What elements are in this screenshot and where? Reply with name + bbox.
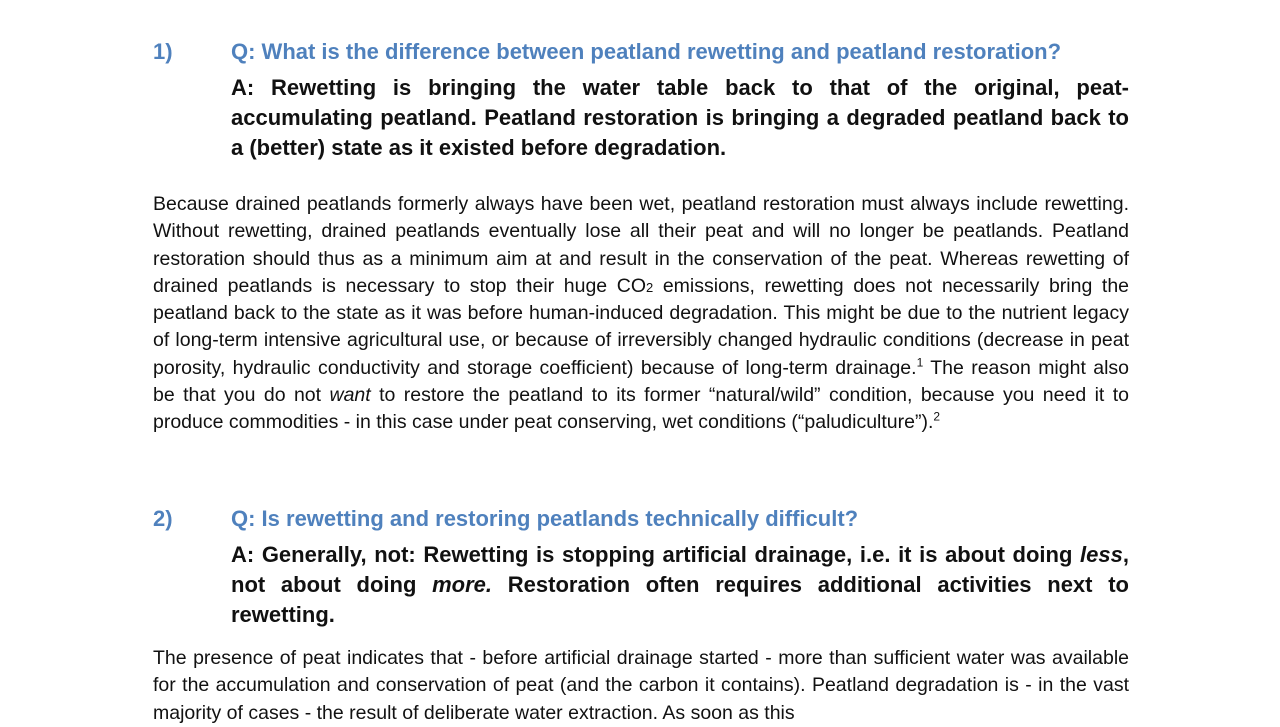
answer-segment: Restoration often requires additional activities next to rewetting. [231,572,1129,627]
footnote-marker[interactable]: 2 [933,409,941,424]
answer-text [231,540,1129,630]
answer-text: A: Rewetting is bringing the water table back to that of the original, peat-accumulating peatland. Peatland restoration is bringing a degraded peatland back to a (better) state as it existed before degradation. [231,75,1129,160]
emphasis-text: more. [432,572,493,597]
section-number: 2) [153,506,173,531]
subscript: 2 [646,279,654,295]
paragraph-text: The reason might also be that you do not [153,356,1130,407]
emphasis-text: want [329,384,371,407]
answer-segment: A: Generally, not: Rewetting is stopping artificial drainage, i.e. it is about doing [231,542,1081,567]
paragraph-text: to restore the peatland to its former “natural/wild” condition, because you need it to produce commodities - in this case under peat conserving, wet conditions (“paludiculture”). [153,384,1129,434]
footnote-marker[interactable]: 1 [916,355,924,370]
paragraph-text: emissions, rewetting does not necessarily bring the peatland back to the state as it was before human-induced degradation. This might be due to the nutrient legacy of long-term intensive agricultural use, or because of irreversibly changed hydraulic conditions (decrease in peat porosity, hydraulic conductivity and storage coefficient) because of long-term drainage. [153,274,1130,379]
body-paragraph-1 [153,191,1129,437]
question-heading: Q: What is the difference between peatland rewetting and peatland restoration? [231,39,1062,64]
body-paragraph-2: The presence of peat indicates that - before artificial drainage started - more than sufficient water was available for the accumulation and conservation of peat (and the carbon it contains). Peatland degradation is - in the vast majority of cases - the result of deliberate water extraction. As soon as this [153,647,1129,724]
paragraph-text: Because drained peatlands formerly always have been wet, peatland restoration must always include rewetting. Without rewetting, drained peatlands eventually lose all their peat and will no longer be peatlands. Peatland restoration should thus as a minimum aim at and result in the conservation of the peat. Whereas rewetting of drained peatlands is necessary to stop their huge CO [153,193,1129,297]
qa-section-2 [153,506,1129,630]
question-heading: Q: Is rewetting and restoring peatlands technically difficult? [231,506,859,531]
section-number: 1) [153,39,173,64]
qa-section-1 [153,39,1129,163]
emphasis-text: less [1080,542,1123,567]
answer-segment: , not about doing [231,542,1129,597]
